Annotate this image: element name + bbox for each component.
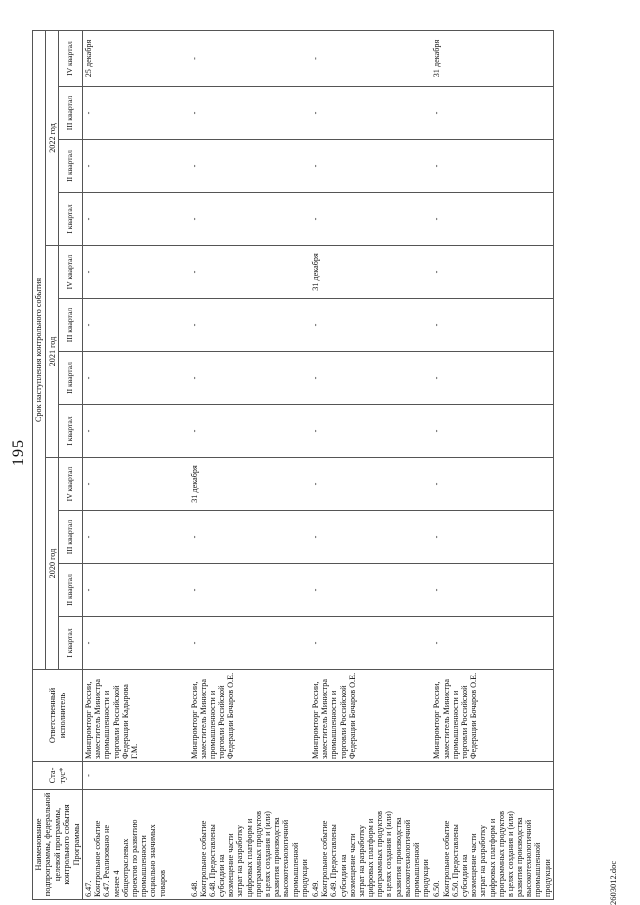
header-quarter: I квартал (59, 617, 83, 670)
deadline-cell: - (189, 617, 310, 670)
deadline-cell: 25 декабря (83, 30, 189, 86)
deadline-cell: - (310, 564, 431, 617)
deadline-cell: - (189, 299, 310, 352)
header-responsible: Ответственный исполнитель (33, 670, 83, 762)
deadline-cell: 31 декабря (310, 246, 431, 299)
page-number: 195 (10, 439, 27, 466)
deadline-cell: - (310, 87, 431, 140)
event-status (310, 762, 431, 790)
header-quarter: III квартал (59, 87, 83, 140)
deadline-cell: - (310, 299, 431, 352)
deadline-cell: - (189, 87, 310, 140)
deadline-cell: - (431, 246, 553, 299)
header-quarter: I квартал (59, 405, 83, 458)
deadline-cell: - (83, 140, 189, 193)
deadline-cell: - (189, 564, 310, 617)
table-row (310, 30, 431, 899)
deadline-cell: - (83, 617, 189, 670)
event-status: - (83, 762, 189, 790)
header-quarter: IV квартал (59, 458, 83, 511)
deadline-cell: - (310, 193, 431, 246)
header-quarter: II квартал (59, 564, 83, 617)
deadline-cell: - (431, 617, 553, 670)
table-row (189, 30, 310, 899)
deadline-cell: - (310, 352, 431, 405)
header-quarter: II квартал (59, 352, 83, 405)
event-responsible: Минпромторг России, заместитель Министра промышленности и торговли Российской Федерации Кадырова Г.М. (83, 670, 189, 762)
event-name-cell (83, 790, 189, 900)
deadline-cell: - (310, 617, 431, 670)
deadline-cell: - (189, 352, 310, 405)
event-status (189, 762, 310, 790)
deadline-cell: - (310, 140, 431, 193)
event-responsible: Минпромторг России, заместитель Министра промышленности и торговли Российской Федерации Бочаров О.Е. (310, 670, 431, 762)
deadline-cell: - (189, 246, 310, 299)
header-year-2022: 2022 год (46, 30, 59, 245)
deadline-cell: - (189, 30, 310, 86)
deadline-cell: - (431, 140, 553, 193)
header-quarter: IV квартал (59, 246, 83, 299)
header-quarter: I квартал (59, 193, 83, 246)
event-name: Контрольное событие 6.47. Реализовано не менее 4 общеотраслевых проектов по развитию промышленности социально значимых товаров (93, 819, 167, 897)
deadline-cell: - (431, 458, 553, 511)
deadline-cell: - (83, 405, 189, 458)
deadline-cell: - (189, 193, 310, 246)
header-quarter: IV квартал (59, 30, 83, 86)
footer-doc-code: 2603012.doc (608, 860, 618, 905)
header-quarter: III квартал (59, 299, 83, 352)
deadline-cell: - (310, 405, 431, 458)
deadline-cell: - (83, 458, 189, 511)
event-name-cell (310, 790, 431, 900)
deadline-cell: - (83, 352, 189, 405)
deadline-cell: - (431, 352, 553, 405)
event-number: 6.50. (432, 880, 442, 897)
deadline-cell: - (83, 193, 189, 246)
deadline-cell: - (431, 511, 553, 564)
deadline-cell: - (310, 30, 431, 86)
deadline-cell: 31 декабря (431, 30, 553, 86)
event-responsible: Минпромторг России, заместитель Министра промышленности и торговли Российской Федерации Бочаров О.Е. (431, 670, 553, 762)
deadline-cell: - (431, 87, 553, 140)
deadline-cell: - (310, 458, 431, 511)
header-status: Ста- тус* (33, 762, 83, 790)
event-name: Контрольное событие 6.48. Предоставлены субсидии на возмещение части затрат на разработку цифровых платформ и программных продуктов в целях создания и (или) развития производства высокотехнологичной промышленной продукции (198, 811, 309, 897)
deadline-cell: - (83, 511, 189, 564)
deadline-cell: - (310, 511, 431, 564)
header-quarter: III квартал (59, 511, 83, 564)
deadline-cell: - (431, 299, 553, 352)
event-number: 6.48. (189, 880, 199, 897)
header-year-2021: 2021 год (46, 246, 59, 458)
deadline-cell: - (83, 564, 189, 617)
event-name: Контрольное событие 6.50. Предоставлены субсидии на возмещение части затрат на разработку цифровых платформ и программных продуктов в целях создания и (или) развития производства высокотехнологичной промышленной продукции (441, 811, 552, 897)
deadline-cell: 31 декабря (189, 458, 310, 511)
deadline-cell: - (431, 405, 553, 458)
deadline-cell: - (83, 87, 189, 140)
event-name: Контрольное событие 6.49. Предоставлены субсидии на возмещение части затрат на разработку цифровых платформ и программных продуктов в целях создания и (или) развития производства высокотехнологичной промышленной продукции (320, 811, 431, 897)
control-events-table (32, 30, 554, 900)
header-deadline: Срок наступления контрольного события (33, 30, 46, 669)
header-name: Наименование подпрограммы, федеральной целевой программы, контрольного события Программы (33, 790, 83, 900)
deadline-cell: - (189, 405, 310, 458)
event-number: 6.49. (310, 880, 320, 897)
event-number: 6.47. (84, 880, 94, 897)
event-name-cell (189, 790, 310, 900)
event-responsible: Минпромторг России, заместитель Министра промышленности и торговли Российской Федерации Бочаров О.Е. (189, 670, 310, 762)
deadline-cell: - (83, 246, 189, 299)
header-year-2020: 2020 год (46, 458, 59, 670)
header-quarter: II квартал (59, 140, 83, 193)
event-name-cell (431, 790, 553, 900)
deadline-cell: - (83, 299, 189, 352)
deadline-cell: - (431, 564, 553, 617)
event-status (431, 762, 553, 790)
deadline-cell: - (431, 193, 553, 246)
table-row (83, 30, 189, 899)
deadline-cell: - (189, 511, 310, 564)
table-row (431, 30, 553, 899)
deadline-cell: - (189, 140, 310, 193)
